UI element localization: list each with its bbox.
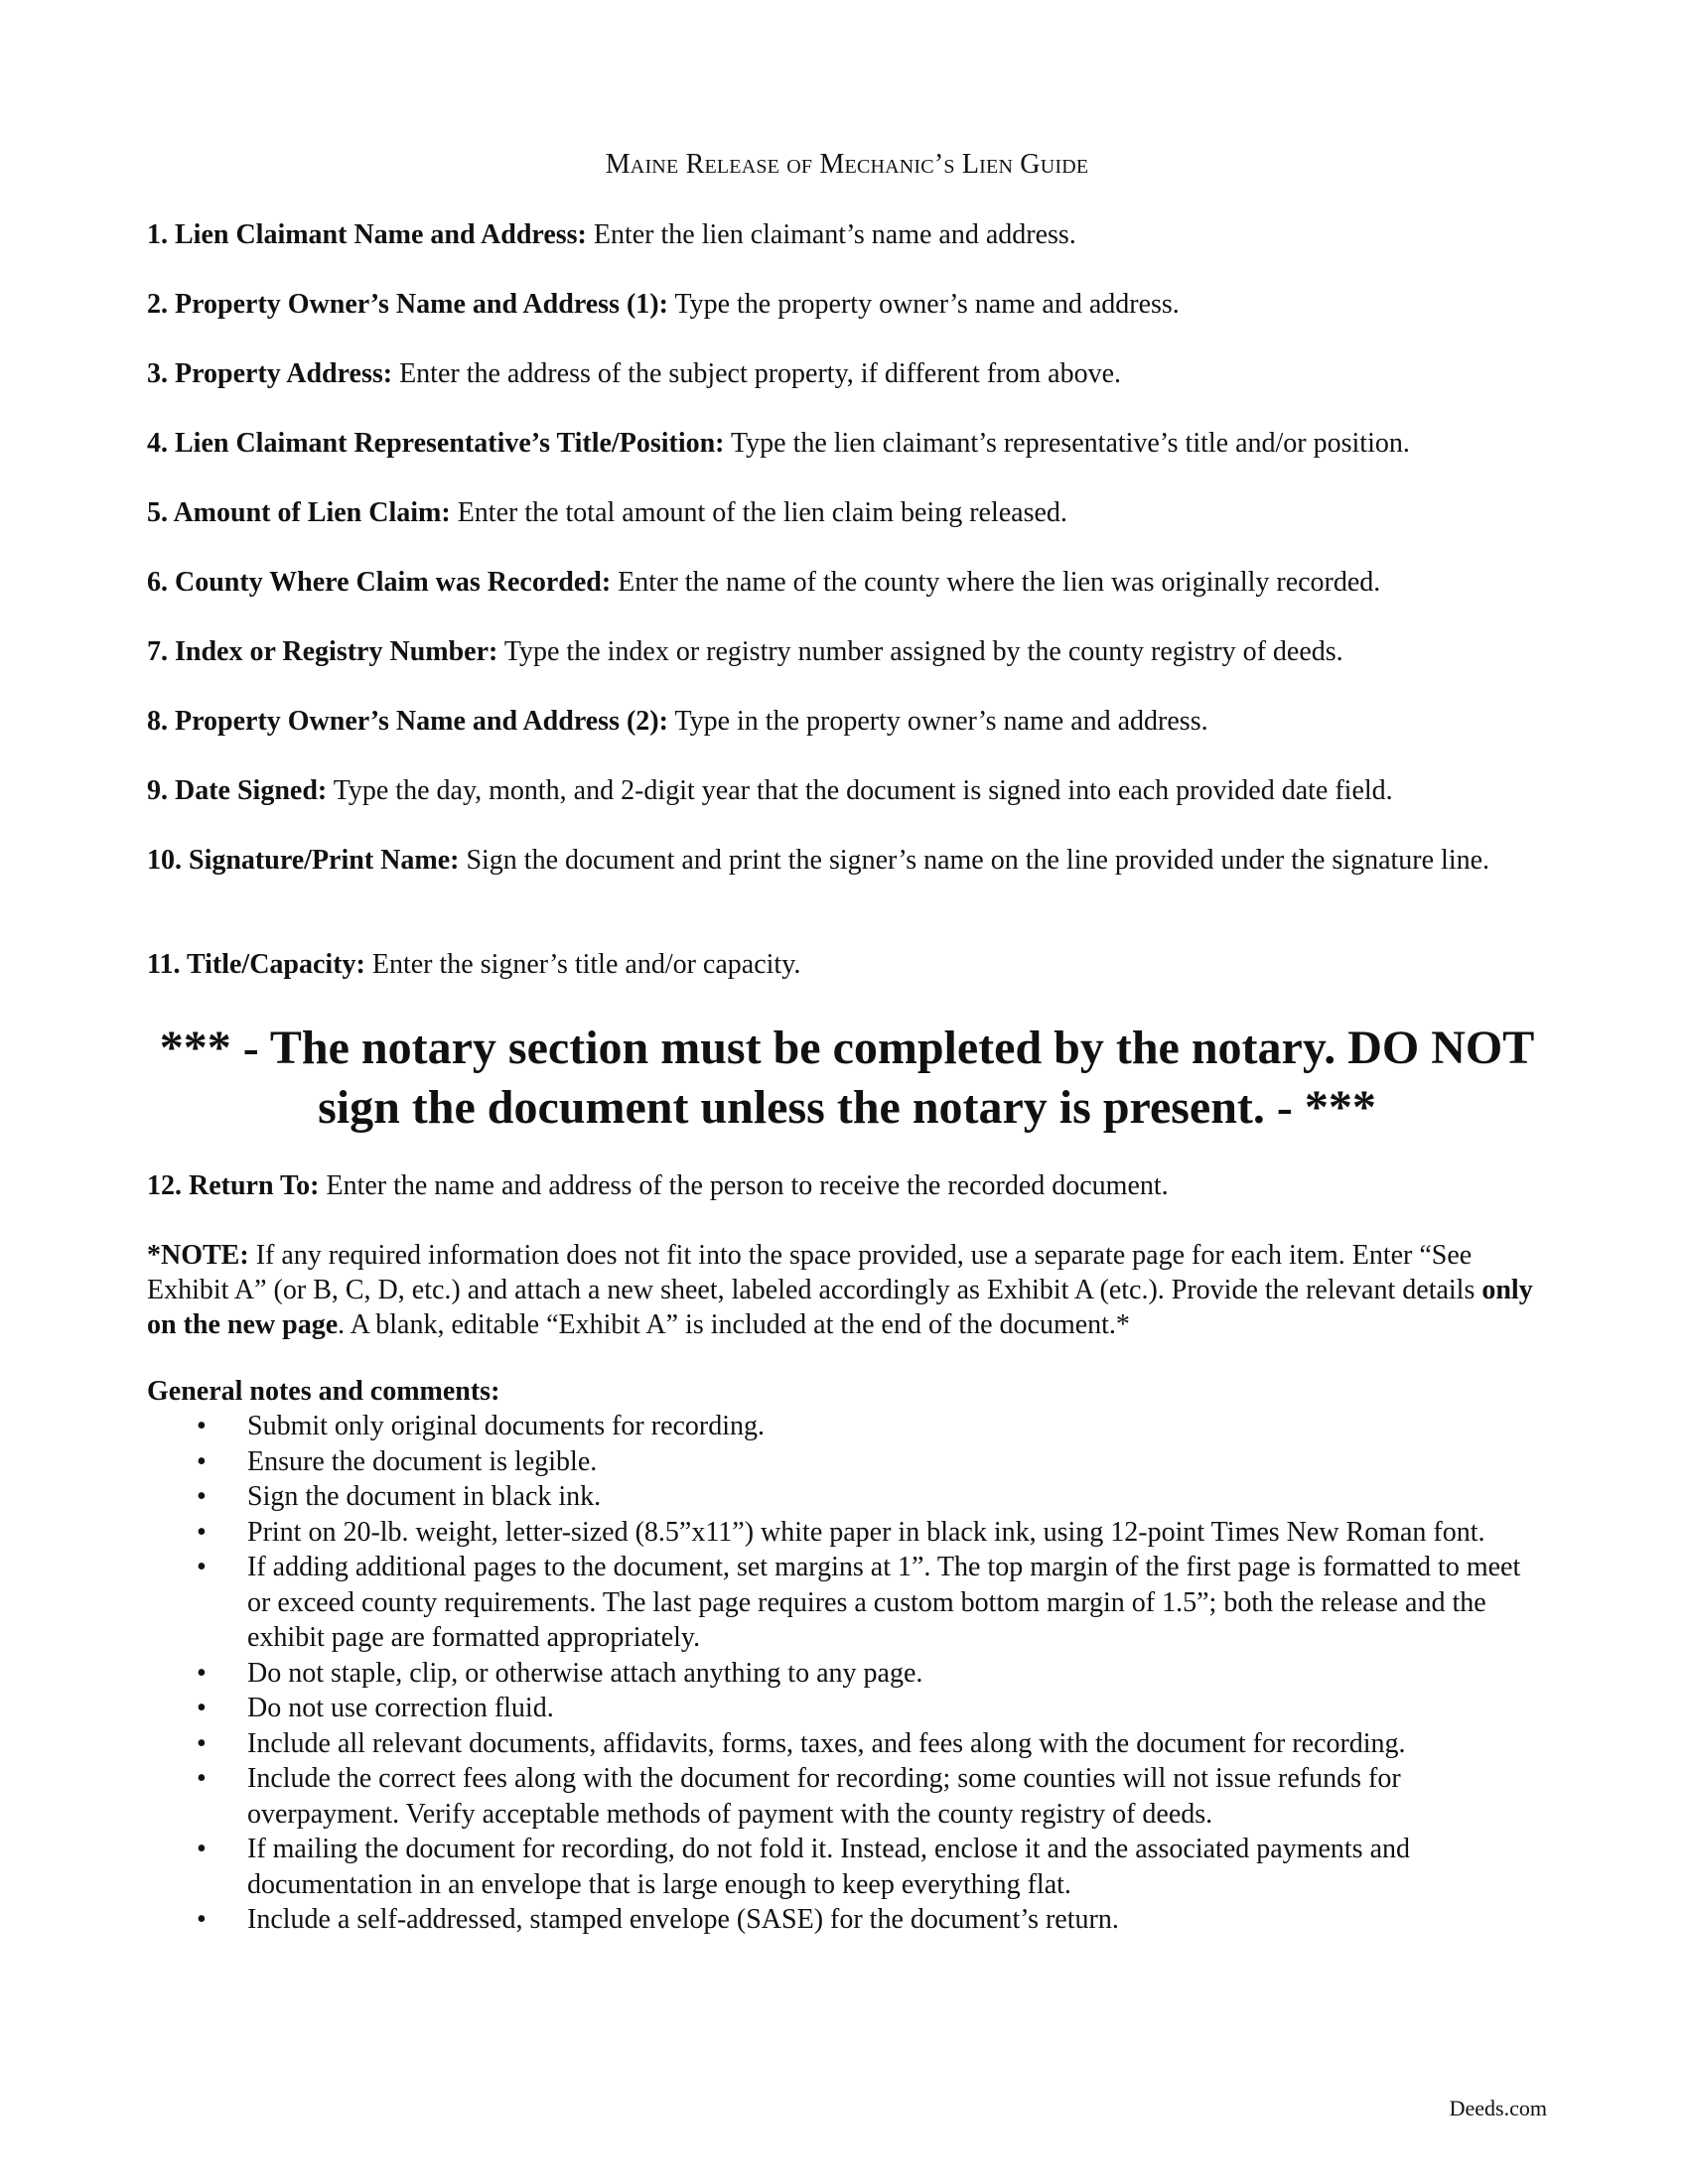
field-return-to bbox=[147, 1168, 1547, 1203]
list-item-text: Include a self-addressed, stamped envelope (SASE) for the document’s return. bbox=[247, 1904, 1119, 1935]
bullet-icon: • bbox=[197, 1763, 207, 1794]
list-item bbox=[147, 1761, 1547, 1832]
field-label: 9. Date Signed: bbox=[147, 775, 328, 806]
field-instruction: Enter the lien claimant’s name and address. bbox=[586, 219, 1076, 250]
field-instruction: Enter the address of the subject property, if different from above. bbox=[392, 358, 1122, 389]
field-instruction: Enter the name and address of the person to receive the recorded document. bbox=[319, 1170, 1169, 1201]
bullet-icon: • bbox=[197, 1904, 207, 1935]
general-notes-list bbox=[147, 1409, 1547, 1938]
list-item-text: Print on 20-lb. weight, letter-sized (8.5”x11”) white paper in black ink, using 12-point Times New Roman font. bbox=[247, 1516, 1485, 1548]
bullet-icon: • bbox=[197, 1727, 207, 1759]
bullet-icon: • bbox=[197, 1445, 207, 1477]
bullet-icon: • bbox=[197, 1657, 207, 1689]
list-item-text: Submit only original documents for recording. bbox=[247, 1411, 766, 1441]
list-item bbox=[147, 1656, 1547, 1692]
field-label: 4. Lien Claimant Representative’s Title/Position: bbox=[147, 428, 725, 459]
note-text-end: . A blank, editable “Exhibit A” is included at the end of the document.* bbox=[338, 1309, 1130, 1340]
note-paragraph bbox=[147, 1238, 1547, 1342]
field-instruction: Type the day, month, and 2-digit year that the document is signed into each provided date field. bbox=[327, 775, 1393, 806]
field-instruction: Type the index or registry number assigned by the county registry of deeds. bbox=[497, 636, 1343, 667]
field-instruction: Type the property owner’s name and address. bbox=[667, 289, 1180, 320]
list-item-text: Include all relevant documents, affidavits, forms, taxes, and fees along with the document for recording. bbox=[247, 1727, 1406, 1759]
list-item-text: Do not staple, clip, or otherwise attach anything to any page. bbox=[247, 1657, 923, 1689]
field-label: 10. Signature/Print Name: bbox=[147, 845, 460, 876]
document-title: Maine Release of Mechanic’s Lien Guide bbox=[605, 149, 1089, 180]
field-instruction: Type in the property owner’s name and address. bbox=[667, 706, 1208, 737]
field-label: 12. Return To: bbox=[147, 1170, 320, 1201]
field-property-address bbox=[147, 356, 1547, 391]
field-label: 3. Property Address: bbox=[147, 358, 393, 389]
field-instruction: Sign the document and print the signer’s name on the line provided under the signature line. bbox=[459, 845, 1490, 876]
bullet-icon: • bbox=[197, 1516, 207, 1548]
field-instruction: Enter the signer’s title and/or capacity. bbox=[364, 949, 801, 980]
list-item bbox=[147, 1726, 1547, 1762]
list-item-text: If mailing the document for recording, do not fold it. Instead, enclose it and the associated payments and documentation in an envelope that is large enough to keep everything flat. bbox=[247, 1834, 1410, 1900]
document-page bbox=[147, 0, 1547, 2184]
note-emphasis: only on the new page bbox=[147, 1275, 1533, 1340]
field-representative-title bbox=[147, 426, 1547, 461]
field-signature-print-name bbox=[147, 843, 1547, 878]
bullet-icon: • bbox=[197, 1834, 207, 1864]
field-property-owner-1 bbox=[147, 287, 1547, 322]
field-label: 2. Property Owner’s Name and Address (1): bbox=[147, 289, 668, 320]
notary-warning: *** - The notary section must be completed by the notary. DO NOT sign the document unless the notary is present. - *** bbox=[159, 1022, 1535, 1134]
field-property-owner-2 bbox=[147, 704, 1547, 739]
list-item bbox=[147, 1409, 1547, 1444]
list-item bbox=[147, 1444, 1547, 1480]
bullet-icon: • bbox=[197, 1411, 207, 1441]
list-item-text: Do not use correction fluid. bbox=[247, 1693, 554, 1723]
field-instruction: Enter the name of the county where the lien was originally recorded. bbox=[611, 567, 1381, 598]
list-item bbox=[147, 1515, 1547, 1551]
footer-brand: Deeds.com bbox=[1449, 2096, 1547, 2120]
field-label: 6. County Where Claim was Recorded: bbox=[147, 567, 612, 598]
note-label: *NOTE: bbox=[147, 1240, 249, 1271]
field-registry-number bbox=[147, 634, 1547, 669]
field-title-capacity bbox=[147, 947, 1547, 982]
list-item-text: Ensure the document is legible. bbox=[247, 1445, 598, 1477]
list-item-text: Sign the document in black ink. bbox=[247, 1481, 602, 1512]
bullet-icon: • bbox=[197, 1693, 207, 1723]
field-label: 5. Amount of Lien Claim: bbox=[147, 497, 451, 528]
bullet-icon: • bbox=[197, 1552, 207, 1582]
list-item bbox=[147, 1902, 1547, 1938]
field-label: 11. Title/Capacity: bbox=[147, 949, 365, 980]
field-label: 7. Index or Registry Number: bbox=[147, 636, 498, 667]
field-county-recorded bbox=[147, 565, 1547, 600]
note-text: If any required information does not fit into the space provided, use a separate page for each item. Enter “See Exhibit A” (or B, C, D, etc.) and attach a new sheet, labeled accordingly as Exhibit A (etc.). Provide the relevant details bbox=[147, 1240, 1482, 1305]
field-instruction: Enter the total amount of the lien claim being released. bbox=[450, 497, 1067, 528]
list-item bbox=[147, 1550, 1547, 1656]
field-instruction: Type the lien claimant’s representative’s title and/or position. bbox=[724, 428, 1410, 459]
list-item bbox=[147, 1479, 1547, 1515]
field-lien-claimant bbox=[147, 217, 1547, 252]
field-label: 1. Lien Claimant Name and Address: bbox=[147, 219, 587, 250]
general-notes-heading: General notes and comments: bbox=[147, 1376, 500, 1407]
list-item bbox=[147, 1832, 1547, 1902]
field-label: 8. Property Owner’s Name and Address (2): bbox=[147, 706, 668, 737]
list-item bbox=[147, 1691, 1547, 1726]
list-item-text: Include the correct fees along with the document for recording; some counties will not issue refunds for overpayment. Verify acceptable methods of payment with the county registry of deeds. bbox=[247, 1763, 1401, 1830]
field-date-signed bbox=[147, 773, 1547, 808]
field-amount-of-lien bbox=[147, 495, 1547, 530]
bullet-icon: • bbox=[197, 1481, 207, 1512]
list-item-text: If adding additional pages to the document, set margins at 1”. The top margin of the first page is formatted to meet or exceed county requirements. The last page requires a custom bottom margin of 1.5”; both the release and the exhibit page are formatted appropriately. bbox=[247, 1552, 1521, 1653]
